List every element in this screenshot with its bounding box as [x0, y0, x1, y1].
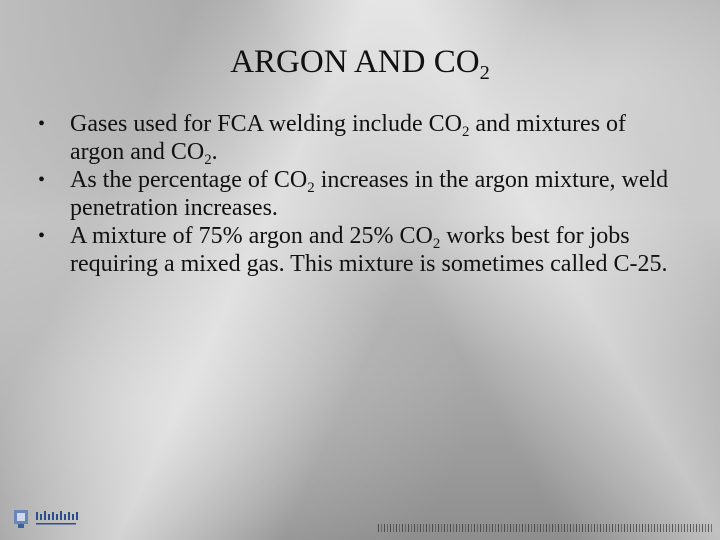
bullet-text: Gases used for FCA welding include CO [70, 111, 462, 137]
bullet-list [36, 110, 676, 278]
bullet-text: As the percentage of CO [70, 167, 308, 193]
bullet-item [36, 222, 676, 278]
bullet-icon: • [38, 113, 46, 135]
bullet-text: . [211, 139, 218, 165]
title-text: ARGON AND CO [230, 44, 480, 80]
footer-barcode-strip [378, 524, 712, 532]
subscript: 2 [432, 236, 441, 253]
bullet-icon: • [38, 169, 46, 191]
title-subscript: 2 [479, 62, 490, 85]
subscript: 2 [461, 124, 470, 141]
bullet-text: and mixtures of argon and CO [70, 111, 627, 165]
bullet-item [36, 110, 676, 169]
bullet-icon: • [38, 225, 46, 247]
bullet-text: works best for jobs requiring a mixed gas. This mixture is sometimes called C-25. [70, 223, 668, 277]
subscript: 2 [204, 152, 212, 169]
institution-logo-icon [12, 506, 88, 530]
bullet-item [36, 166, 676, 222]
slide-title [0, 42, 720, 85]
subscript: 2 [307, 180, 315, 197]
bullet-text: increases in the argon mixture, weld penetration increases. [70, 167, 669, 221]
bullet-text: A mixture of 75% argon and 25% CO [70, 223, 433, 249]
